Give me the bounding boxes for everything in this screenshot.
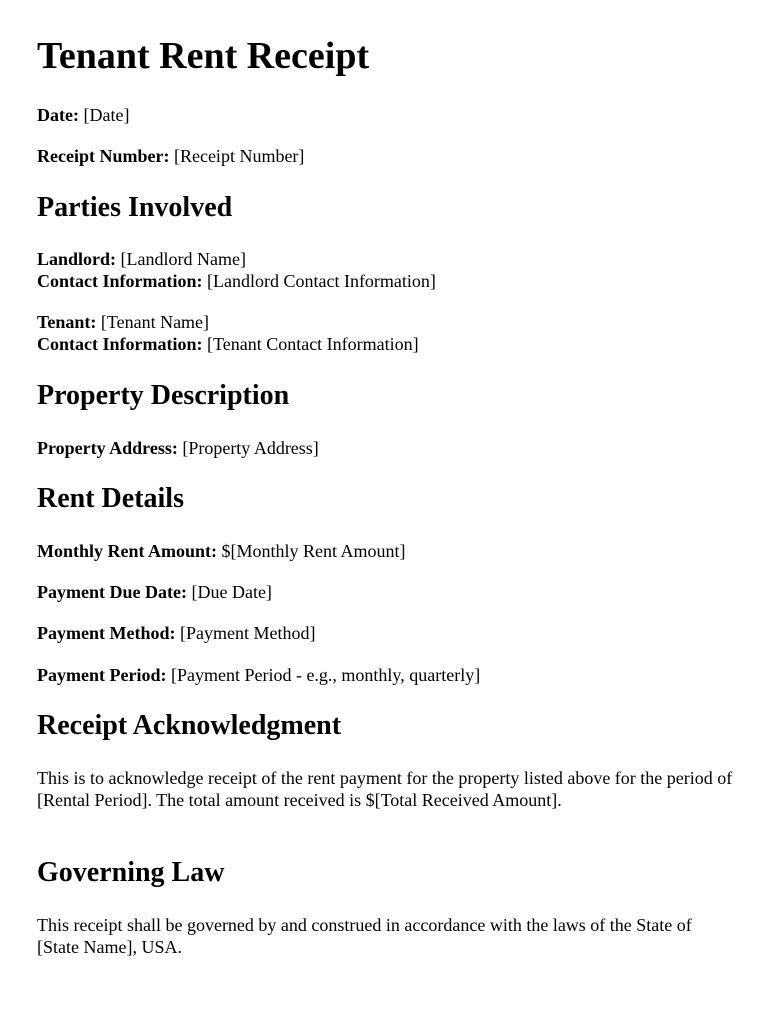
monthly-rent-label: Monthly Rent Amount: [37, 541, 218, 561]
payment-due-date-field [37, 581, 272, 603]
section-heading-rent: Rent Details [37, 483, 184, 514]
landlord-field [37, 248, 246, 270]
landlord-label: Landlord: [37, 249, 117, 269]
payment-period-label: Payment Period: [37, 665, 167, 685]
property-address-field [37, 437, 319, 459]
landlord-value: [Landlord Name] [120, 249, 246, 269]
tenant-contact-label: Contact Information: [37, 334, 203, 354]
acknowledgment-paragraph: This is to acknowledge receipt of the rent payment for the property listed above for the period of [Rental Period]. The total amount received is $[Total Received Amount]. [37, 768, 733, 810]
tenant-value: [Tenant Name] [100, 312, 210, 332]
tenant-label: Tenant: [37, 312, 97, 332]
date-value: [Date] [83, 105, 130, 125]
payment-method-value: [Payment Method] [179, 623, 316, 643]
monthly-rent-field [37, 540, 406, 562]
payment-due-date-value: [Due Date] [191, 582, 272, 602]
payment-period-value: [Payment Period - e.g., monthly, quarterly] [170, 665, 481, 685]
payment-due-date-label: Payment Due Date: [37, 582, 187, 602]
section-heading-parties: Parties Involved [37, 192, 233, 223]
landlord-contact-value: [Landlord Contact Information] [206, 271, 436, 291]
date-field [37, 104, 129, 126]
tenant-contact-value: [Tenant Contact Information] [206, 334, 419, 354]
payment-method-label: Payment Method: [37, 623, 176, 643]
landlord-contact-label: Contact Information: [37, 271, 203, 291]
tenant-contact-field [37, 333, 419, 355]
section-heading-property: Property Description [37, 380, 290, 411]
property-address-label: Property Address: [37, 438, 178, 458]
tenant-field [37, 311, 209, 333]
date-label: Date: [37, 105, 79, 125]
monthly-rent-value: $[Monthly Rent Amount] [221, 541, 406, 561]
landlord-contact-field [37, 270, 436, 292]
property-address-value: [Property Address] [182, 438, 319, 458]
payment-period-field [37, 664, 480, 686]
section-heading-acknowledgment: Receipt Acknowledgment [37, 710, 342, 741]
receipt-number-field [37, 145, 304, 167]
payment-method-field [37, 622, 315, 644]
governing-law-paragraph: This receipt shall be governed by and construed in accordance with the laws of the State of [State Name], USA. [37, 915, 692, 957]
receipt-number-value: [Receipt Number] [173, 146, 305, 166]
page-title: Tenant Rent Receipt [37, 35, 370, 77]
section-heading-law: Governing Law [37, 857, 225, 888]
receipt-number-label: Receipt Number: [37, 146, 170, 166]
